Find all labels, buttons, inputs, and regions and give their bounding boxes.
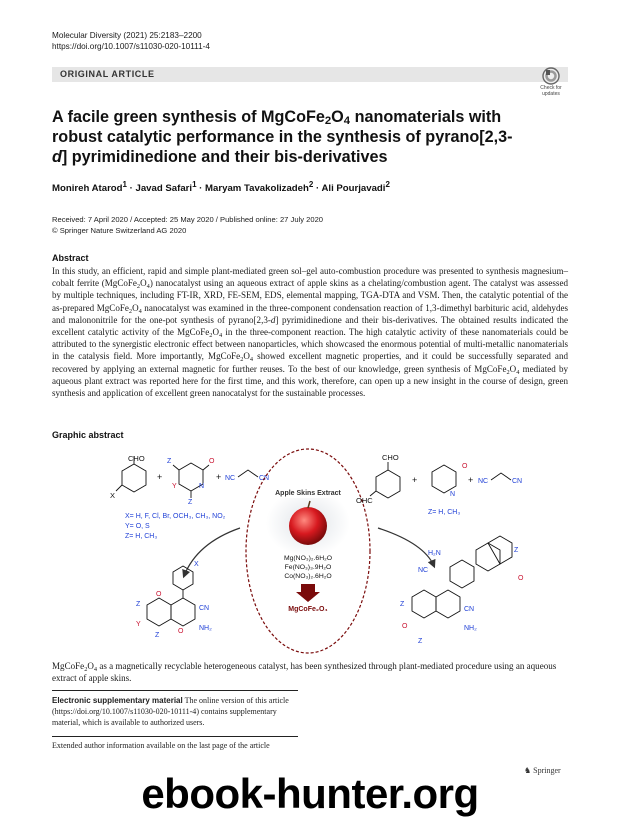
n-label: N (199, 483, 205, 490)
nc-label: NC (225, 475, 236, 482)
section-label: ORIGINAL ARTICLE (60, 69, 155, 79)
x-label: X (194, 561, 199, 568)
plus-sign: + (412, 475, 418, 485)
author-affiliation: 1 (122, 180, 127, 189)
abstract-sub: 4 (146, 283, 150, 291)
right-product (412, 536, 512, 618)
abstract-heading: Abstract (52, 253, 89, 263)
down-arrow-icon (296, 584, 320, 602)
left-reaction-arrow (184, 528, 240, 576)
cho-label: CHO (382, 453, 399, 462)
title-sub: 2 (324, 115, 332, 127)
plus-sign: + (157, 472, 163, 482)
abstract-sub: 2 (506, 368, 510, 376)
z-label: Z (418, 638, 423, 645)
title-sub: 4 (343, 115, 351, 127)
cn-label: CN (259, 475, 270, 482)
check-updates-line1: Check for (540, 85, 562, 91)
abstract-sub: 2 (240, 356, 244, 364)
abstract-text: showed excellent magnetic properties, and it could be successfully separated and recovered by applying an external magnetic for further reuses. To the best of our knowledge, green synthesis of MgCoFe (52, 351, 568, 374)
salt-fe: Fe(NO₃)₃.9H₂O (284, 564, 332, 571)
doi-link[interactable]: https://doi.org/10.1007/s11030-020-10111-4 (52, 42, 210, 51)
z-label: Z (514, 547, 519, 554)
abstract-text: ) nanocatalyst using an aqueous extract of apple skins as a chelating/combustion agent. The catalyst was assessed by multiple techniques, including FT-IR, XRD, FE-SEM, EDS, elemental mapping, TGA-DTA and VSM. Then, the catalytic potential of the as-prepared MgCoFe (52, 278, 568, 313)
right-reaction-arrow (378, 528, 434, 566)
esm-label: Electronic supplementary material (52, 696, 183, 705)
salt-mg: Mg(NO₃)₂.6H₂O (283, 555, 333, 562)
graphic-abstract-heading: Graphic abstract (52, 430, 124, 440)
nh2-label: NH₂ (464, 625, 477, 632)
esm-text: ) contains supplementary material, which is available to authorized users. (52, 707, 277, 727)
cn-label: CN (199, 605, 210, 612)
catalyst-label: MgCoFe₂O₄ (288, 606, 328, 613)
author-list: Monireh Atarod$^1$ · Javad Safari$^1$ · Maryam Tavakolizadeh$^2$ · Ali Pourjavadi$^2$ (52, 180, 390, 195)
copyright: © Springer Nature Switzerland AG 2020 (52, 226, 187, 235)
author-name[interactable]: Monireh Atarod (52, 183, 123, 195)
left-product (147, 566, 195, 626)
caption-text: O (87, 661, 94, 671)
author-name[interactable]: Javad Safari (135, 183, 193, 195)
caption-text: as a magnetically recyclable heterogeneous catalyst, has been synthesized through plant-mediated procedure using an aqueous extract of apple skins. (52, 661, 557, 683)
author-name[interactable]: Maryam Tavakolizadeh (205, 183, 309, 195)
substituent-x-list: X= H, F, Cl, Br, OCH₃, CH₃, NO₂ (125, 513, 226, 520)
footnote-divider (52, 736, 298, 737)
salt-co: Co(NO₃)₂.6H₂O (284, 573, 332, 580)
abstract-sub: 4 (516, 368, 520, 376)
h2n-label: H₂N (428, 550, 441, 557)
abstract-text: O (132, 302, 139, 313)
title-part: O (331, 108, 344, 126)
graphic-abstract-caption (52, 660, 568, 684)
author-name[interactable]: Ali Pourjavadi (321, 183, 386, 195)
title-part: A facile green synthesis of MgCoFe (52, 108, 325, 126)
journal-header (52, 30, 210, 52)
o-label: O (209, 458, 215, 465)
esm-text: The online version of this article ( (52, 696, 289, 716)
nh2-label: NH₂ (199, 625, 212, 632)
o-label: O (178, 628, 184, 635)
abstract-body (52, 265, 568, 399)
o-label: O (156, 591, 162, 598)
abstract-text: ] pyrimidinedione and their bis-derivatives. The obtained results indicated the excellent catalytic activity of the MgCoFe (52, 314, 568, 338)
x-label: X (110, 491, 116, 500)
graphic-abstract-figure (52, 448, 568, 654)
z-label: Z (155, 632, 160, 639)
article-title (52, 107, 522, 167)
author-affiliation: 2 (308, 180, 314, 189)
abstract-sub: 4 (249, 356, 254, 364)
substituent-z-list: Z= H, CH₃ (125, 533, 158, 540)
check-updates-text (534, 85, 568, 97)
title-italic: d (52, 148, 62, 166)
z-label: Z (136, 601, 141, 608)
history-dates: Received: 7 April 2020 / Accepted: 25 May 2020 / Published online: 27 July 2020 (52, 215, 324, 224)
abstract-text: mediated by aqueous plant extract was reported here for the first time, and this work, therefore, can open up a new insight in the course of design, green synthesis and application of excellent green nanocatalyst for the sustainable processes. (52, 363, 569, 399)
z-label: Z (188, 499, 193, 506)
nc-label: NC (418, 567, 429, 574)
y-label: Y (172, 483, 177, 490)
cn-label: CN (464, 606, 475, 613)
abstract-text: In this study, an efficient, rapid and simple plant-mediated green sol–gel auto-combustion procedure was presented to synthesis magnesium–cobalt ferrite (MgCoFe (52, 266, 568, 289)
abstract-text: in the three-component reaction. The high catalytic activity of these nanomaterials could be attributed to the synergistic electronic effect between nanoparticles, which showcased the enormous potential of multi-metallic nanomaterials in the catalysis field. More importantly, MgCoFe (52, 327, 568, 362)
cho-label: CHO (128, 454, 145, 463)
abstract-text: O (509, 363, 517, 374)
plus-sign: + (468, 475, 474, 485)
apple-extract-label: Apple Skins Extract (275, 490, 341, 497)
nc-label: NC (478, 478, 489, 485)
springer-horse-icon: ♞ (524, 766, 532, 775)
substituent-y-list: Y= O, S (125, 523, 150, 530)
caption-text: MgCoFe (52, 661, 85, 671)
abstract-sub: 2 (209, 332, 213, 340)
abstract-italic: d (270, 314, 276, 325)
apple-image (289, 507, 327, 545)
right-substituent-z: Z= H, CH₃ (428, 509, 461, 516)
caption-sub: 2 (84, 666, 88, 673)
author-affiliation: 1 (192, 180, 197, 189)
n-label: N (450, 491, 456, 498)
article-dates (52, 214, 323, 236)
abstract-text: O (243, 351, 250, 362)
check-updates-icon (536, 67, 566, 85)
plus-sign: + (216, 472, 222, 482)
watermark: ebook-hunter.org (141, 770, 479, 817)
abstract-text: nanocatalyst was examined in the three-component condensation reaction of 1,3-dimethyl barbituric acid, aldehydes and malononitrile for the one-pot synthesis of pyrano[2,3- (52, 302, 569, 325)
title-part: ] pyrimidinedione and their bis-derivatives (61, 148, 388, 166)
publisher-name: Springer (533, 766, 561, 775)
ohc-label: OHC (356, 496, 373, 505)
z-label: Z (400, 601, 405, 608)
abstract-text: O (140, 278, 147, 289)
abstract-sub: 4 (138, 307, 142, 315)
author-affiliation: 2 (385, 180, 390, 189)
o-label: O (518, 575, 524, 582)
y-label: Y (136, 621, 141, 628)
check-updates-line2: updates (542, 91, 560, 97)
o-label: O (462, 463, 468, 470)
extended-author-info: Extended author information available on the last page of the article (52, 741, 270, 750)
title-part: nanomaterials with robust catalytic performance in the synthesis of pyrano[2,3- (52, 108, 513, 146)
esm-doi-link[interactable]: https://doi.org/10.1007/s11030-020-10111-4 (54, 707, 197, 716)
caption-sub: 4 (93, 666, 98, 673)
abstract-text: O (212, 327, 219, 338)
journal-citation: Molecular Diversity (2021) 25:2183–2200 (52, 31, 202, 40)
cn-label: CN (512, 478, 523, 485)
supplementary-material-note (52, 695, 302, 728)
abstract-sub: 4 (218, 332, 223, 340)
z-label: Z (167, 458, 172, 465)
abstract-sub: 2 (128, 307, 133, 315)
footnote-divider (52, 690, 298, 691)
abstract-sub: 2 (136, 283, 141, 291)
o-label: O (402, 623, 408, 630)
